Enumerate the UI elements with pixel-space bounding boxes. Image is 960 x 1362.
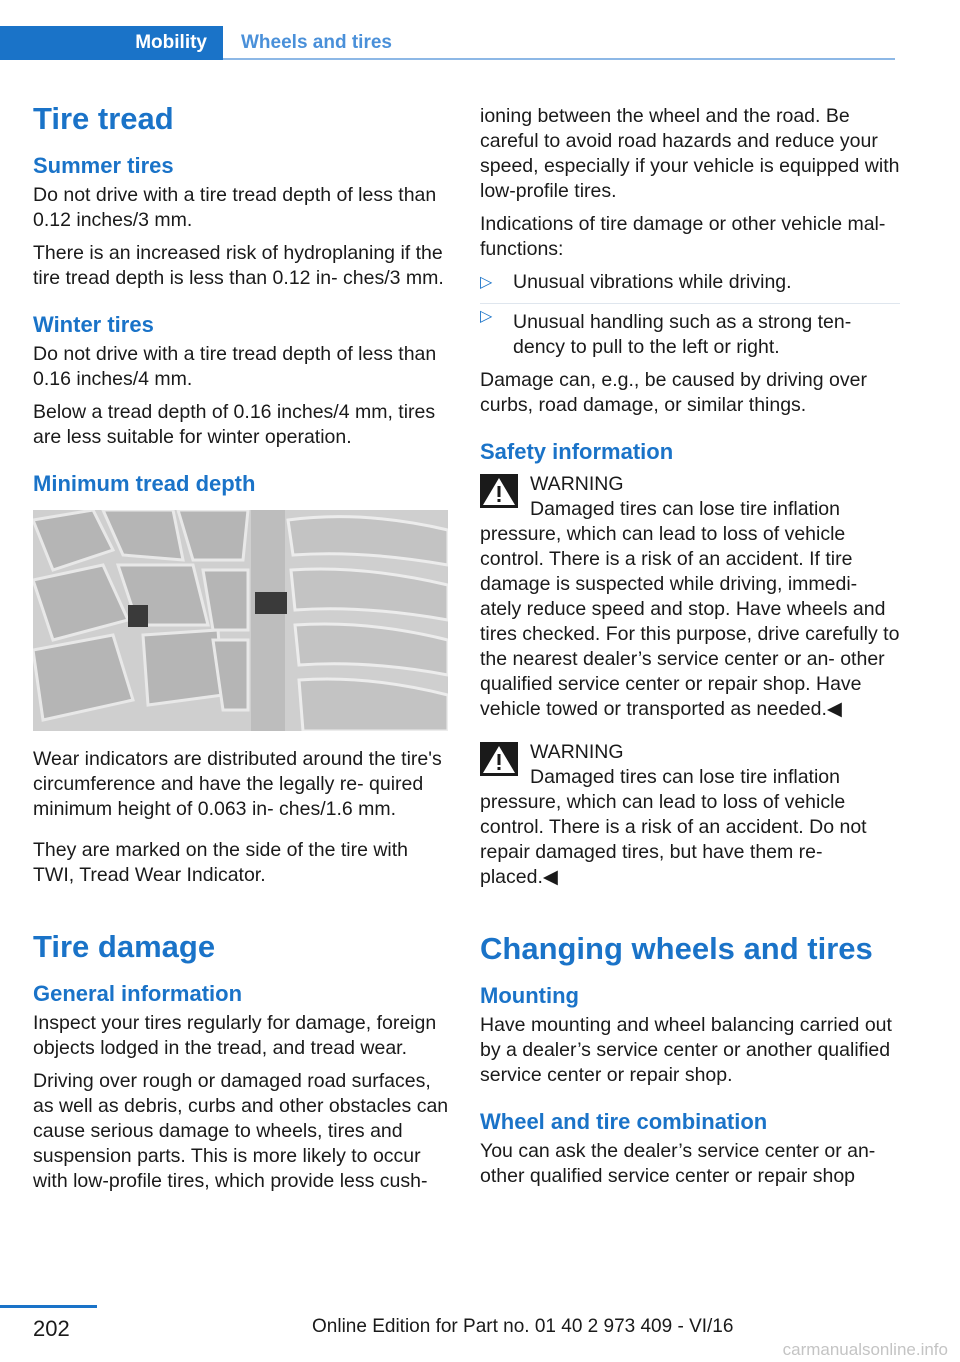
page-number: 202: [33, 1316, 70, 1341]
footer-rule: [0, 1305, 97, 1308]
warning-text-1: Damaged tires can lose tire inflation pressure, which can lead to loss of vehicle control. There is a risk of an accident. If tire damage is suspected while driving, immedi‐ ately reduce speed and stop. Have wheels and tires checked. For this purpose, drive carefully to the nearest dealer’s service center or an‐ other qualified service center or repair shop. Have vehicle towed or transported as needed.◀: [480, 498, 900, 720]
minimum-tread-heading: Minimum tread depth: [33, 471, 256, 496]
combination-paragraph: You can ask the dealer’s service center or an‐ other qualified service center or repair shop: [480, 1140, 876, 1187]
header-rule: [223, 58, 895, 60]
minimum-tread-paragraph-1: Wear indicators are distributed around the tire's circumference and have the legally re‐ quired minimum height of 0.063 in‐ ches/1.6 mm.: [33, 748, 442, 820]
winter-tires-heading: Winter tires: [33, 312, 154, 337]
triangle-bullet-icon: ▷: [480, 308, 493, 325]
general-paragraph-2: Driving over rough or damaged road surfaces, as well as debris, curbs and other obstacles can cause serious damage to wheels, tires and suspension parts. This is more likely to occur with low-profile tires, which provide less cush‐: [33, 1070, 449, 1192]
chapter-tab: Wheels and tires: [241, 32, 392, 53]
list-item: ▷ Unusual vibrations while driving.: [480, 271, 792, 293]
warning-label: WARNING: [530, 741, 624, 763]
watermark: carmanualsonline.info: [782, 1340, 948, 1359]
summer-tires-heading: Summer tires: [33, 153, 174, 178]
summer-paragraph-1: Do not drive with a tire tread depth of less than 0.12 inches/3 mm.: [33, 184, 437, 231]
warning-label: WARNING: [530, 473, 624, 495]
summer-paragraph-2: There is an increased risk of hydroplaning if the tire tread depth is less than 0.12 in‐ ches/3 mm.: [33, 242, 444, 289]
warning-triangle-icon: [480, 474, 518, 508]
tire-tread-heading: Tire tread: [33, 101, 174, 136]
page-header: [0, 26, 895, 62]
warning-block-1: [480, 472, 900, 722]
damage-causes-paragraph: Damage can, e.g., be caused by driving over curbs, road damage, or similar things.: [480, 369, 867, 416]
warning-block-2: [480, 740, 900, 890]
winter-paragraph-2: Below a tread depth of 0.16 inches/4 mm, tires are less suitable for winter operation.: [33, 401, 436, 448]
changing-wheels-heading: Changing wheels and tires: [480, 931, 873, 966]
wheel-tire-combination-heading: Wheel and tire combination: [480, 1109, 768, 1134]
winter-paragraph-1: Do not drive with a tire tread depth of less than 0.16 inches/4 mm.: [33, 343, 437, 390]
continued-paragraph: ioning between the wheel and the road. Be careful to avoid road hazards and reduce your speed, especially if your vehicle is equipped with low-profile tires.: [480, 105, 900, 202]
edition-text: Online Edition for Part no. 01 40 2 973 409 - VI/16: [312, 1316, 734, 1337]
minimum-tread-paragraph-2: They are marked on the side of the tire with TWI, Tread Wear Indicator.: [33, 839, 409, 886]
mounting-paragraph: Have mounting and wheel balancing carried out by a dealer’s service center or another qualified service center or repair shop.: [480, 1014, 892, 1086]
damage-indications-list: [480, 270, 900, 360]
tire-damage-heading: Tire damage: [33, 929, 216, 964]
mounting-heading: Mounting: [480, 983, 579, 1008]
damage-indications-paragraph: Indications of tire damage or other vehicle mal‐ functions:: [480, 213, 886, 260]
safety-information-heading: Safety information: [480, 439, 674, 464]
triangle-bullet-icon: ▷: [480, 274, 493, 291]
section-tab: Mobility: [0, 26, 223, 60]
general-information-heading: General information: [33, 981, 243, 1006]
left-column: [33, 100, 449, 1202]
tread-wear-indicator-illustration: [33, 510, 448, 731]
general-paragraph-1: Inspect your tires regularly for damage, foreign objects lodged in the tread, and tread wear.: [33, 1012, 437, 1059]
warning-text-2: Damaged tires can lose tire inflation pressure, which can lead to loss of vehicle control. There is a risk of an accident. Do not repair damaged tires, but have them re‐ placed.◀: [480, 766, 867, 888]
warning-triangle-icon: [480, 742, 518, 776]
right-column: [480, 104, 900, 1197]
list-item: ▷ Unusual handling such as a strong ten‐ dency to pull to the left or right.: [480, 303, 900, 360]
